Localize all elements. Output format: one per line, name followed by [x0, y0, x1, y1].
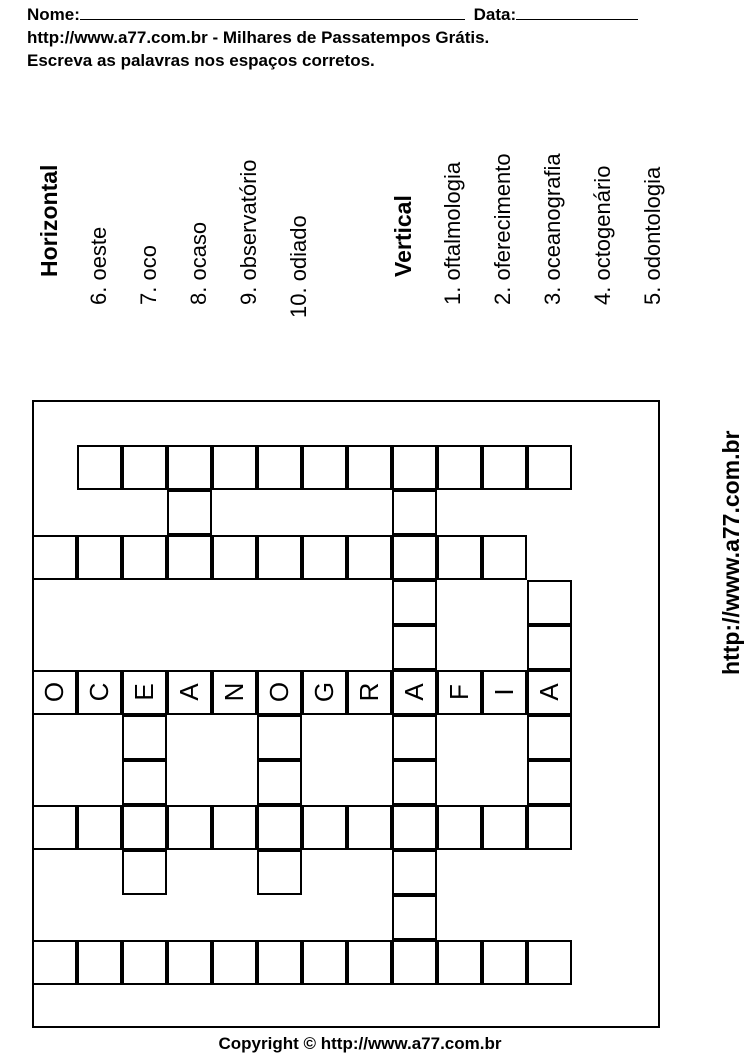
crossword-cell[interactable]: [257, 940, 302, 985]
given-letter: R: [353, 682, 384, 702]
vertical-clue: 1. oftalmologia: [440, 161, 465, 305]
crossword-cell[interactable]: [167, 445, 212, 490]
date-label: Data:: [473, 5, 517, 24]
crossword-cell[interactable]: [122, 760, 167, 805]
given-letter: A: [173, 683, 204, 701]
crossword-cell[interactable]: [32, 805, 77, 850]
crossword-cell[interactable]: [302, 535, 347, 580]
given-letter: A: [398, 683, 429, 701]
crossword-cell[interactable]: [167, 805, 212, 850]
given-letter: O: [38, 681, 69, 703]
vertical-clue: 5. odontologia: [640, 166, 665, 305]
crossword-cell[interactable]: [32, 940, 77, 985]
crossword-cell[interactable]: [392, 715, 437, 760]
given-letter-cell[interactable]: [257, 670, 302, 715]
given-letter: I: [488, 688, 519, 696]
given-letter: E: [128, 683, 159, 701]
crossword-cell[interactable]: [527, 625, 572, 670]
given-letter-cell[interactable]: [122, 670, 167, 715]
crossword-cell[interactable]: [32, 535, 77, 580]
crossword-cell[interactable]: [212, 535, 257, 580]
crossword-cell[interactable]: [122, 940, 167, 985]
name-label: Nome:: [27, 5, 80, 24]
crossword-cell[interactable]: [257, 805, 302, 850]
clue-list: [0, 0, 720, 340]
crossword-cell[interactable]: [527, 580, 572, 625]
horizontal-clue: 8. ocaso: [186, 221, 211, 305]
horizontal-clue: 7. oco: [136, 245, 161, 305]
given-letter-cell[interactable]: [212, 670, 257, 715]
crossword-cell[interactable]: [302, 940, 347, 985]
given-letter: A: [533, 683, 564, 701]
crossword-cell[interactable]: [392, 445, 437, 490]
crossword-cell[interactable]: [302, 445, 347, 490]
crossword-cell[interactable]: [77, 805, 122, 850]
crossword-cell[interactable]: [392, 625, 437, 670]
crossword-cell[interactable]: [257, 445, 302, 490]
crossword-cell[interactable]: [347, 445, 392, 490]
given-letter: C: [83, 682, 114, 702]
vertical-clue: 3. oceanografia: [540, 153, 565, 305]
crossword-cell[interactable]: [122, 850, 167, 895]
crossword-cell[interactable]: [167, 490, 212, 535]
given-letter-cell[interactable]: [437, 670, 482, 715]
crossword-cell[interactable]: [527, 445, 572, 490]
crossword-cell[interactable]: [437, 445, 482, 490]
crossword-cell[interactable]: [392, 850, 437, 895]
crossword-cell[interactable]: [257, 760, 302, 805]
given-letter-cell[interactable]: [482, 670, 527, 715]
footer: Copyright © http://www.a77.com.br: [218, 1034, 502, 1053]
vertical-clue: 4. octogenário: [590, 165, 615, 305]
crossword-cell[interactable]: [527, 805, 572, 850]
crossword-cell[interactable]: [392, 760, 437, 805]
crossword-cell[interactable]: [482, 535, 527, 580]
crossword-cell[interactable]: [392, 940, 437, 985]
crossword-cell[interactable]: [482, 805, 527, 850]
horizontal-clue: 9. observatório: [236, 159, 261, 305]
horizontal-clue: 6. oeste: [86, 226, 111, 305]
crossword-cell[interactable]: [257, 850, 302, 895]
crossword-cell[interactable]: [527, 940, 572, 985]
crossword-cell[interactable]: [392, 805, 437, 850]
crossword-cell[interactable]: [122, 805, 167, 850]
crossword-cell[interactable]: [437, 940, 482, 985]
given-letter: F: [443, 684, 474, 700]
site-line: http://www.a77.com.br - Milhares de Passatempos Grátis.: [27, 28, 490, 47]
crossword-cell[interactable]: [347, 805, 392, 850]
crossword-cell[interactable]: [347, 940, 392, 985]
crossword-cell[interactable]: [77, 940, 122, 985]
given-letter: G: [308, 681, 339, 703]
crossword-cell[interactable]: [347, 535, 392, 580]
crossword-cell[interactable]: [212, 445, 257, 490]
horizontal-clue: 10. odiado: [286, 215, 311, 318]
given-letter-cell[interactable]: [302, 670, 347, 715]
crossword-cell[interactable]: [167, 940, 212, 985]
crossword-cell[interactable]: [392, 580, 437, 625]
crossword-cell[interactable]: [482, 445, 527, 490]
vertical-heading: Vertical: [390, 195, 416, 277]
side-url: http://www.a77.com.br: [718, 430, 744, 675]
crossword-cell[interactable]: [77, 535, 122, 580]
crossword-cell[interactable]: [122, 445, 167, 490]
horizontal-heading: Horizontal: [36, 164, 62, 277]
given-letter-cell[interactable]: [392, 670, 437, 715]
crossword-cell[interactable]: [77, 445, 122, 490]
crossword-cell[interactable]: [212, 805, 257, 850]
instruction: Escreva as palavras nos espaços corretos.: [27, 51, 375, 70]
crossword-cell[interactable]: [437, 805, 482, 850]
crossword-cell[interactable]: [527, 715, 572, 760]
given-letter-cell[interactable]: [77, 670, 122, 715]
given-letter-cell[interactable]: [167, 670, 212, 715]
given-letter: O: [263, 681, 294, 703]
crossword-cell[interactable]: [482, 940, 527, 985]
crossword-cell[interactable]: [392, 490, 437, 535]
crossword-cell[interactable]: [437, 535, 482, 580]
crossword-cell[interactable]: [392, 535, 437, 580]
crossword-cell[interactable]: [392, 895, 437, 940]
given-letter: N: [218, 682, 249, 702]
crossword-cell[interactable]: [122, 715, 167, 760]
crossword-cell[interactable]: [167, 535, 212, 580]
given-letter-cell[interactable]: [347, 670, 392, 715]
crossword-cell[interactable]: [257, 535, 302, 580]
crossword-cell[interactable]: [122, 535, 167, 580]
given-letter-cell[interactable]: [527, 670, 572, 715]
vertical-clue: 2. oferecimento: [490, 153, 515, 305]
crossword-cell[interactable]: [527, 760, 572, 805]
given-letter-cell[interactable]: [32, 670, 77, 715]
crossword-cell[interactable]: [257, 715, 302, 760]
crossword-cell[interactable]: [302, 805, 347, 850]
crossword-cell[interactable]: [212, 940, 257, 985]
